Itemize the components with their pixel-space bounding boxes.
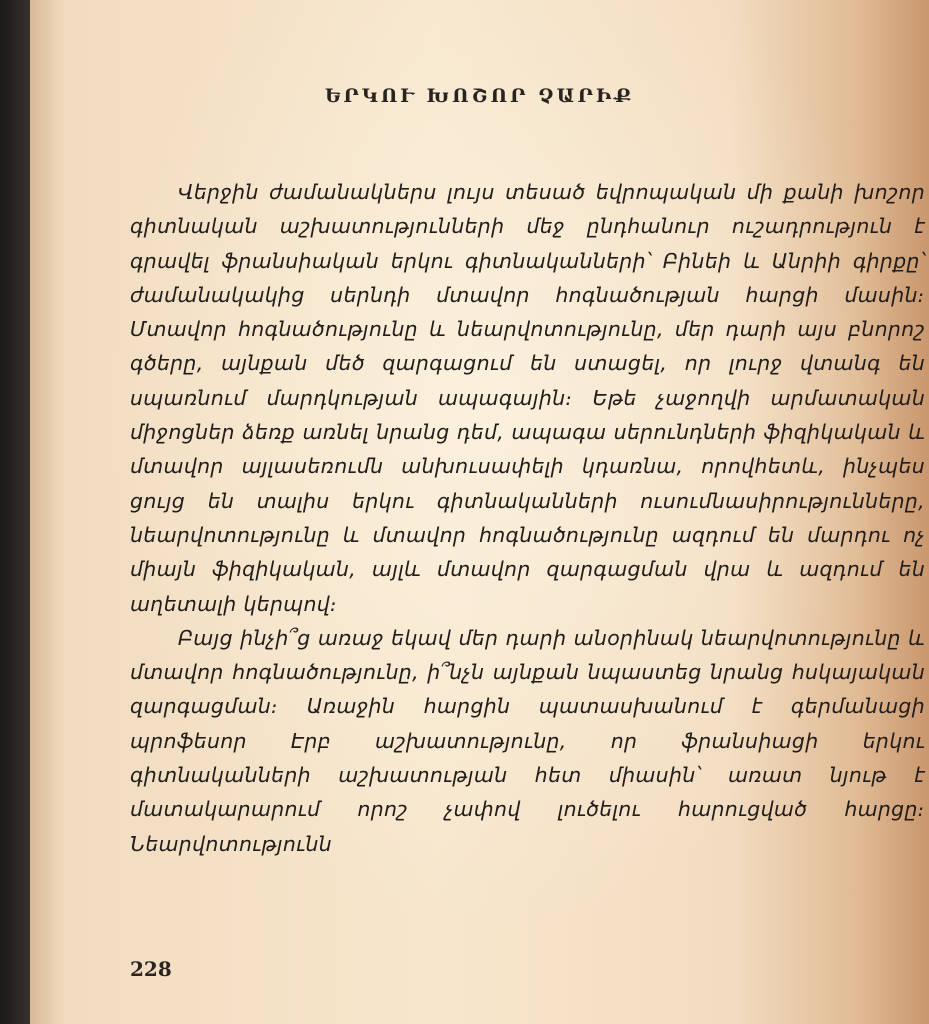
page-number: 228: [130, 957, 172, 981]
paragraph-1: Վերջին ժամանակներս լույս տեսած եվրոպական մի քանի խոշոր գիտնական աշխատությունների մեջ ընդհանուր ուշադրություն է գրավել ֆրանսիական երկու գիտնականների՝ Բինեի և Անրիի գիրքը՝ ժամանակակից սերնդի մտավոր հոգնածության հարցի մասին։ Մտավոր հոգնածությունը և նեարվոտությունը, մեր դարի այս բնորոշ գծերը, այնքան մեծ զարգացում են ստացել, որ լուրջ վտանգ են սպառնում մարդկության ապագային։ Եթե չաջողվի արմատական միջոցներ ձեռք առնել նրանց դեմ, ապագա սերունդների ֆիզիկական և մտավոր այլասեռումն անխուսափելի կդառնա, որովհետև, ինչպես ցույց են տալիս երկու գիտնականների ուսումնասիրությունները, նեարվոտությունը և մտավոր հոգնածությունը ազդում են մարդու ոչ միայն ֆիզիկական, այլև մտավոր զարգացման վրա և ազդում են աղետալի կերպով։: [130, 180, 925, 616]
chapter-title: ԵՐԿՈՒ ԽՈՇՈՐ ՉԱՐԻՔ: [324, 85, 635, 107]
book-binding-edge: [0, 0, 30, 1024]
paragraph-2: Բայց ինչի՞ց առաջ եկավ մեր դարի անօրինակ նեարվոտությունը և մտավոր հոգնածությունը, ի՞նչն այնքան նպաստեց նրանց հսկայական զարգացման։ Առաջին հարցին պատասխանում է գերմանացի պրոֆեսոր Էրբ աշխատությունը, որ ֆրանսիացի երկու գիտնականների աշխատության հետ միասին՝ առատ նյութ է մատակարարում որոշ չափով լուծելու հարուցված հարցը։ Նեարվոտությունն: [130, 625, 925, 856]
body-text: [130, 175, 925, 861]
book-page: [30, 0, 929, 1024]
